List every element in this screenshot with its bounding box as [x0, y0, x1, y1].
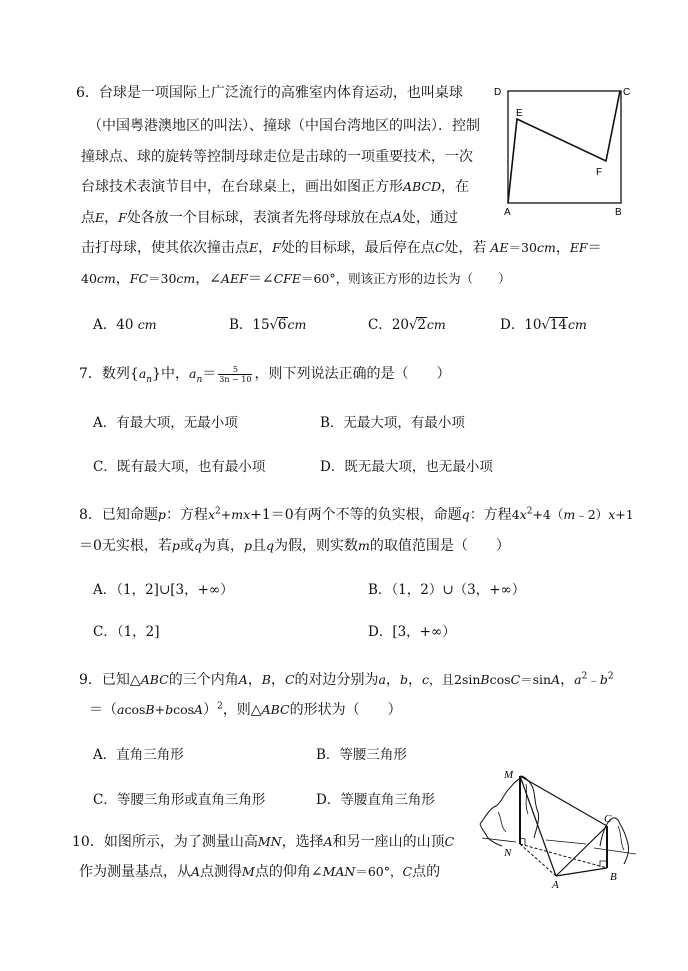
q6-option-a[interactable]: A．40 cm	[93, 317, 157, 333]
q9-option-b[interactable]: B．等腰三角形	[316, 747, 407, 763]
q6-option-b[interactable]: B．15√6cm	[229, 317, 307, 333]
q6-label-a: A	[504, 207, 511, 217]
q6-line-6: 击打母球，使其依次撞击点E，F处的目标球，最后停在点C处，若 AE＝30cm，EF＝	[81, 240, 602, 256]
q10-label-b: B	[610, 871, 617, 883]
q8-option-a[interactable]: A．（1，2]∪[3，+∞）	[93, 582, 234, 598]
q6-line-7: 40cm，FC＝30cm，∠AEF＝∠CFE＝60°，则该正方形的边长为（ ）	[81, 271, 511, 287]
q6-line-4: 台球技术表演节目中，在台球桌上，画出如图正方形ABCD，在	[81, 179, 470, 195]
q7-option-c[interactable]: C．既有最大项，也有最小项	[93, 459, 266, 475]
q6-line-2: （中国粤港澳地区的叫法）、撞球（中国台湾地区的叫法）．控制	[88, 118, 480, 134]
q8-option-c[interactable]: C．（1，2]	[93, 624, 160, 640]
q6-label-f: F	[596, 167, 603, 178]
q10-label-n: N	[504, 847, 512, 859]
q10-line-2: 作为测量基点，从A点测得M点的仰角∠MAN＝60°，C点的	[79, 864, 441, 880]
q6-option-d[interactable]: D．10√14cm	[500, 317, 587, 333]
q7-stem: 7．数列$\{a_n\}$中，$a_n=$ $\frac{5}{3n - 10}$ ，则下列说法正确的是（ ）	[79, 364, 451, 385]
q6-label-d: D	[494, 87, 502, 98]
q6-line-1: 6．台球是一项国际上广泛流行的高雅室内体育运动，也叫桌球	[76, 85, 463, 101]
q9-option-c[interactable]: C．等腰三角形或直角三角形	[93, 792, 266, 808]
q10-line-1: 10．如图所示，为了测量山高MN，选择A和另一座山的山顶C	[72, 834, 455, 850]
q10-label-a: A	[552, 879, 559, 889]
q7-option-d[interactable]: D．既无最大项，也无最小项	[320, 459, 493, 475]
q10-label-c: C	[604, 813, 612, 825]
q9-line-1: 9．已知△ABC的三个内角A，B，C的对边分别为a，b，c，且2sinBcosC＝sinA，$a^2﹣b^2$	[79, 671, 614, 688]
q9-option-d[interactable]: D．等腰直角三角形	[316, 792, 435, 808]
q10-label-m: M	[504, 769, 514, 781]
q9-line-2: $=(acosB+bcosA)^2$，则△ABC的形状为（ ）	[89, 701, 402, 718]
q8-option-d[interactable]: D．[3，+∞）	[368, 624, 456, 640]
q9-option-a[interactable]: A．直角三角形	[93, 747, 184, 763]
q8-line-1: 8．已知命题p：方程$x^2+mx+1=0$有两个不等的负实根，命题q：方程$4x^2+4(m﹣2)x+1$	[79, 506, 634, 523]
q7-option-b[interactable]: B．无最大项，有最小项	[320, 415, 465, 431]
q6-line-3: 撞球点、球的旋转等控制母球走位是击球的一项重要技术，一次	[81, 149, 473, 165]
q6-label-e: E	[516, 108, 523, 119]
q6-label-c: C	[623, 87, 631, 98]
q6-line-5: 点E，F处各放一个目标球，表演者先将母球放在点A处，通过	[81, 210, 458, 226]
q6-option-c[interactable]: C．20√2cm	[368, 317, 446, 333]
q8-option-b[interactable]: B．（1，2）∪（3，+∞）	[368, 582, 526, 598]
q6-label-b: B	[615, 207, 622, 217]
q7-fraction: $\frac{5}{3n - 10}$	[219, 364, 252, 384]
q8-line-2: ＝0无实根，若p或q为真，p且q为假，则实数m的取值范围是（ ）	[79, 538, 510, 554]
q7-option-a[interactable]: A．有最大项，无最小项	[93, 415, 238, 431]
q10-mountain-figure	[476, 764, 638, 889]
q6-square-figure	[494, 82, 634, 217]
